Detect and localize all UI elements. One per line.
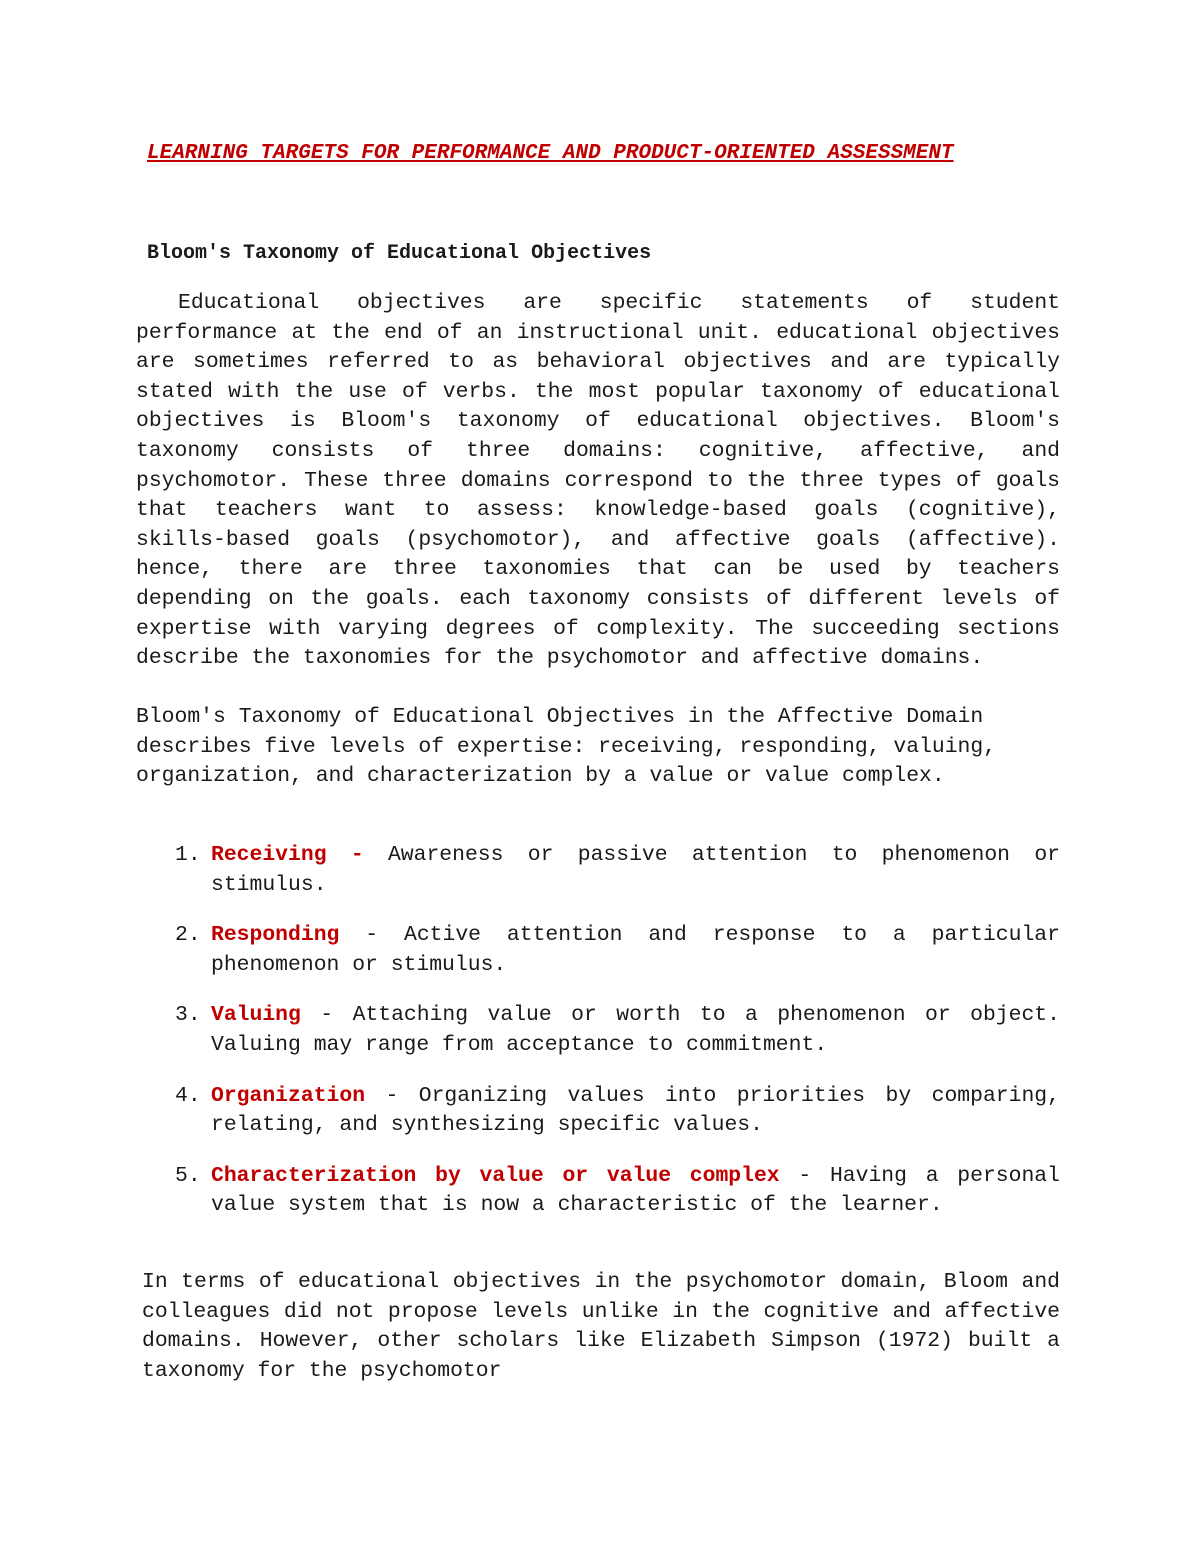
list-item-term: Receiving [211,843,327,867]
list-item-term: Organization [211,1083,366,1108]
list-item-description: Awareness or passive attention to phenomenon or stimulus. [211,843,1060,897]
list-item-term: Characterization by value or value complex [211,1163,780,1188]
list-item [175,1162,1060,1221]
list-item-separator: - [365,1083,419,1108]
list-item [175,841,1060,900]
list-item-term: Responding [211,923,340,948]
list-item-separator: - [779,1163,830,1188]
list-item [175,1001,1060,1060]
list-item-number: 5. [175,1163,201,1188]
list-item-separator: - [339,923,404,948]
list-item-number: 2. [175,923,201,948]
list-item-number: 1. [175,843,201,867]
list-item-description: Having a personal value system that is now a characteristic of the learner. [211,1163,1060,1218]
outro-paragraph: In terms of educational objectives in the psychomotor domain, Bloom and colleagues did not propose levels unlike in the cognitive and affective domains. However, other scholars like Elizabeth Simpson (1972) built a taxonomy for the psychomotor [142,1270,1060,1383]
section-heading: Bloom's Taxonomy of Educational Objectives [147,242,652,265]
list-item-separator: - [300,1003,353,1028]
intro-paragraph: Educational objectives are specific statements of student performance at the end of an instructional unit. educational objectives are sometimes referred to as behavioral objectives and are typically stated with the use of verbs. the most popular taxonomy of educational objectives is Bloom's taxonomy of educational objectives. Bloom's taxonomy consists of three domains: cognitive, affective, and psychomotor. These three domains correspond to the three types of goals that teachers want to assess: knowledge-based goals (cognitive), skills-based goals (psychomotor), and affective goals (affective). hence, there are three taxonomies that can be used by teachers depending on the goals. each taxonomy consists of different levels of expertise with varying degrees of complexity. The succeeding sections describe the taxonomies for the psychomotor and affective domains. [136,291,1060,671]
list-item [175,1082,1060,1141]
list-item-description: Organizing values into priorities by comparing, relating, and synthesizing specific values. [211,1083,1060,1138]
affective-levels-list [175,841,1060,1242]
list-item-number: 3. [175,1003,201,1028]
list-item-description: Attaching value or worth to a phenomenon or object. Valuing may range from acceptance to commitment. [211,1003,1060,1057]
list-item-separator: - [326,843,388,867]
list-item-description: Active attention and response to a particular phenomenon or stimulus. [211,923,1060,977]
list-item [175,921,1060,980]
intro-paragraph-tail: Bloom's Taxonomy of Educational Objectives in the Affective Domain describes five levels of expertise: receiving, responding, valuing, organization, and characterization by a value or value complex. [136,705,997,789]
document-title: LEARNING TARGETS FOR PERFORMANCE AND PRODUCT-ORIENTED ASSESSMENT [147,142,954,165]
list-item-term: Valuing [211,1003,301,1028]
list-item-number: 4. [175,1083,201,1108]
